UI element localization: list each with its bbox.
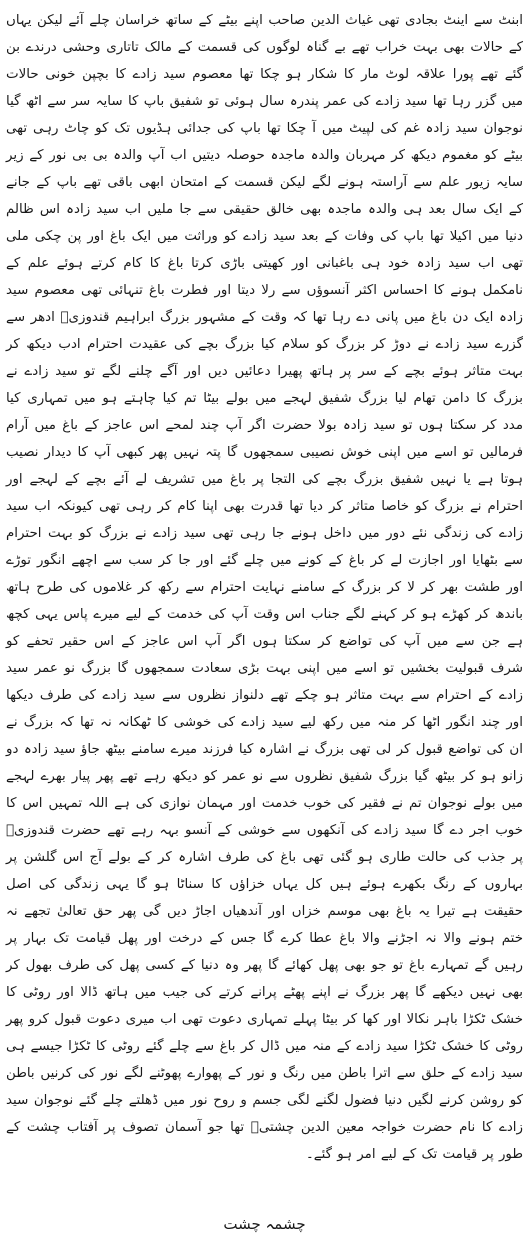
article-body: ابنٹ سے اینٹ بجادی تھی غیاث الدین صاحب اپنے بیٹے کے ساتھ خراسان چلے آئے لیکن یہاں کے حالات بھی بہت خراب تھے بے گناہ لوگوں کی قسمت کے مالک تاتاری وحشی درندے بن گئے تھے پورا علاقہ لوٹ مار کا شکار ہو چکا تھا معصوم سید زادے کا بچپن خونی حالات میں گزر رہا تھا سید زادے کی عمر پندرہ سال ہوئی تو شفیق باپ کا سایہ سر سے اٹھ گیا نوجوان سید زادہ غم کی لپیٹ میں آ چکا تھا باپ کی جدائی ہڈیوں تک کو چاٹ رہی تھی بیٹے کو مغموم دیکھ کر مہربان والدہ ماجدہ حوصلہ دیتیں اب آپ والدہ بی بی نور کے زیر سایہ زیور علم سے آراستہ ہونے لگے لیکن قسمت کے امتحان ابھی باقی تھے باپ کے جانے کے ایک سال بعد ہی والدہ ماجدہ بھی خالق حقیقی سے جا ملیں اب سید زادہ اس ظالم دنیا میں اکیلا تھا باپ کی وفات کے بعد سید زادے کو وراثت میں ایک باغ اور پن چکی ملی تھی اب سید زادہ خود ہی باغبانی اور کھیتی باڑی کرتا باغ کا کام کرتے ہوئے علم کے نامکمل ہونے کا احساس اکثر آنسوؤں سے رلا دیتا اور فطرت باغ تنہائی تھی معصوم سید زادہ ایک دن باغ میں پانی دے رہا تھا کہ وقت کے مشہور بزرگ ابراہیم قندوزیؒ ادھر سے گزرے سید زادے نے دوڑ کر بزرگ کو سلام کیا بزرگ بچے کی عقیدت احترام ادب دیکھ کر بہت متاثر ہوئے بچے کے سر پر ہاتھ پھیرا دعائیں دیں اور آگے چلنے لگے تو سید زادے نے بزرگ کا دامن تھام لیا بزرگ شفیق لہجے میں بولے بیٹا تم کیا چاہتے ہو میں تمہاری کیا مدد کر سکتا ہوں تو سید زادہ بولا حضرت اگر آپ چند لمحے اس عاجز کے باغ میں آرام فرمالیں تو اسے میں اپنی خوش نصیبی سمجھوں گا پتہ نہیں پھر کبھی آپ کا دیدار نصیب ہوتا ہے یا نہیں شفیق بزرگ بچے کی التجا پر باغ میں تشریف لے آئے بچے کے لہجے اور احترام نے بزرگ کو خاصا متاثر کر دیا تھا قدرت بھی اپنا کام کر رہی تھی کیونکہ اب سید زادے کی زندگی نئے دور میں داخل ہونے جا رہی تھی سید زادے نے بزرگ کو بہت احترام سے بٹھایا اور اجازت لے کر باغ کے کونے میں چلے گئے اور جا کر سب سے اچھے انگور توڑے اور طشت بھر کر لا کر بزرگ کے سامنے نہایت احترام سے رکھ کر غلاموں کی طرح ہاتھ باندھ کر کھڑے ہو کر کہنے لگے جناب اس وقت آپ کی خدمت کے لیے میرے پاس یہی کچھ ہے جن سے میں آپ کی تواضع کر سکتا ہوں اگر آپ اس عاجز کے اس حقیر تحفے کو شرف قبولیت بخشیں تو اسے میں اپنی بہت بڑی سعادت سمجھوں گا بزرگ نو عمر سید زادے کے احترام سے بہت متاثر ہو چکے تھے دلنواز نظروں سے سید زادے کی طرف دیکھا اور چند انگور اٹھا کر منہ میں رکھ لیے سید زادے کی خوشی کا ٹھکانہ نہ تھا کہ بزرگ نے ان کی تواضع قبول کر لی تھی بزرگ نے اشارہ کیا فرزند میرے سامنے بیٹھ جاؤ سید زادہ دو زانو ہو کر بیٹھ گیا بزرگ شفیق نظروں سے نو عمر کو دیکھ رہے تھے پھر پیار بھرے لہجے میں بولے نوجوان تم نے فقیر کی خوب خدمت اور مہمان نوازی کی ہے اللہ تمہیں اس کا خوب اجر دے گا سید زادے کی آنکھوں سے خوشی کے آنسو بہہ رہے تھے حضرت قندوزیؒ پر جذب کی حالت طاری ہو گئی تھی باغ کی طرف اشارہ کر کے بولے آج اس گلشن پر بہاروں کے رنگ بکھرے ہوئے ہیں کل یہاں خزاؤں کا سناٹا ہو گا یہی زندگی کی اصل حقیقت ہے تیرا یہ باغ بھی موسم خزاں اور آندھیاں اجاڑ دیں گی پھر حق تعالیٰ تجھے نہ ختم ہونے والا نہ اجڑنے والا باغ عطا کرے گا جس کے درخت اور پھل قیامت تک بہار پر رہیں گے تمہارے باغ تو جو بھی پھل کھائے گا پھر وہ دنیا کے کسی پھل کی طرف بھول کر بھی نہیں دیکھے گا پھر بزرگ نے اپنے پھٹے پرانے کرتے کی جیب میں ہاتھ ڈالا اور روٹی کا خشک ٹکڑا باہر نکالا اور کھا کر بیٹا پہلے تمہاری دعوت تھی اب میری دعوت قبول کرو پھر روٹی کا خشک ٹکڑا سید زادے کے منہ میں ڈال کر باغ سے چلے گئے روٹی کا ٹکڑا جیسے ہی سید زادے کے حلق سے اترا باطن میں رنگ و نور کے پھوارے پھوٹنے لگے نور کی کرنیں باطن کو روشن کرنے لگیں دنیا فضول لگنے لگی جسم و روح نور میں ڈھلتے چلے گئے نوجوان سید زادے کا نام حضرت خواجہ معین الدین چشتیؒ تھا جو آسمان تصوف پر آفتاب چشت کے طور پر قیامت تک کے لیے امر ہو گئے۔ xyxy=(6,13,523,1162)
footer-caption: چشمہ چشت xyxy=(223,1215,306,1233)
